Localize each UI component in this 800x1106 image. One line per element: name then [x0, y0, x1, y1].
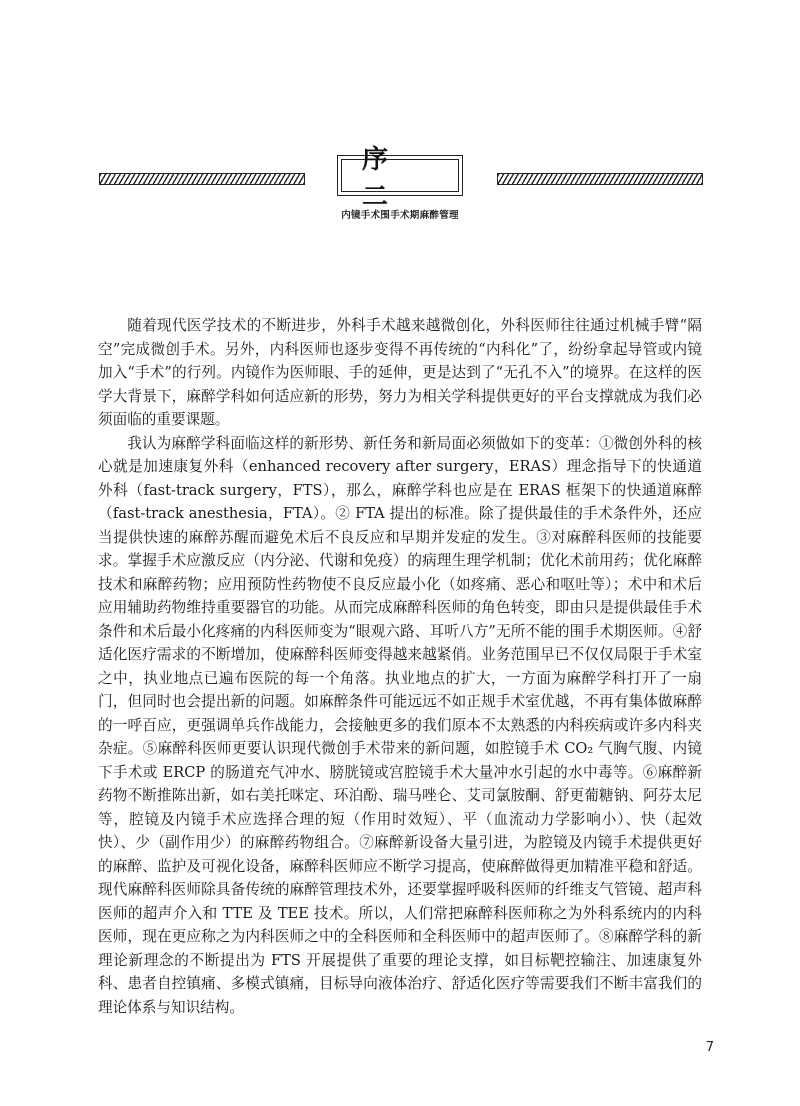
title-frame	[337, 144, 463, 212]
decorative-hatch-left	[99, 173, 305, 185]
page-number: 7	[705, 1040, 714, 1055]
body-text	[98, 314, 702, 1019]
page-title: 序 二	[341, 159, 459, 192]
book-subtitle: 内镜手术围手术期麻醉管理	[341, 210, 459, 221]
decorative-hatch-right	[497, 173, 703, 185]
paragraph: 随着现代医学技术的不断进步，外科手术越来越微创化，外科医师往往通过机械手臂“隔空”完成微创手术。另外，内科医师也逐步变得不再传统的“内科化”了，纷纷拿起导管或内镜加入“手术”的行列。内镜作为医师眼、手的延伸，更是达到了“无孔不入”的境界。在这样的医学大背景下，麻醉学科如何适应新的形势，努力为相关学科提供更好的平台支撑就成为我们必须面临的重要课题。	[98, 317, 702, 428]
paragraph: 我认为麻醉学科面临这样的新形势、新任务和新局面必须做如下的变革：①微创外科的核心就是加速康复外科（enhanced recovery after surgery，ERAS）理念指导下的快通道外科（fast-track surgery，FTS），那么，麻醉学科也应是在 ERAS 框架下的快通道麻醉（fast-track anesthesia，FTA）。② FTA 提出的标准。除了提供最佳的手术条件外，还应当提供快速的麻醉苏醒而避免术后不良反应和早期并发症的发生。③对麻醉科医师的技能要求。掌握手术应激反应（内分泌、代谢和免疫）的病理生理学机制；优化术前用药；优化麻醉技术和麻醉药物；应用预防性药物使不良反应最小化（如疼痛、恶心和呕吐等）；术中和术后应用辅助药物维持重要器官的功能。从而完成麻醉科医师的角色转变，即由只是提供最佳手术条件和术后最小化疼痛的内科医师变为“眼观六路、耳听八方”无所不能的围手术期医师。④舒适化医疗需求的不断增加，使麻醉科医师变得越来越紧俏。业务范围早已不仅仅局限于手术室之中，执业地点已遍布医院的每一个角落。执业地点的扩大，一方面为麻醉学科打开了一扇门，但同时也会提出新的问题。如麻醉条件可能远远不如正规手术室优越，不再有集体做麻醉的一呼百应，更强调单兵作战能力，会接触更多的我们原本不太熟悉的内科疾病或许多内科夹杂症。⑤麻醉科医师更要认识现代微创手术带来的新问题，如腔镜手术 CO₂ 气胸气腹、内镜下手术或 ERCP 的肠道充气冲水、膀胱镜或宫腔镜手术大量冲水引起的水中毒等。⑥麻醉新药物不断推陈出新，如右美托咪定、环泊酚、瑞马唑仑、艾司氯胺酮、舒更葡糖钠、阿芬太尼等，腔镜及内镜手术应选择合理的短（作用时效短）、平（血流动力学影响小）、快（起效快）、少（副作用少）的麻醉药物组合。⑦麻醉新设备大量引进，为腔镜及内镜手术提供更好的麻醉、监护及可视化设备，麻醉科医师应不断学习提高，使麻醉做得更加精准平稳和舒适。现代麻醉科医师除具备传统的麻醉管理技术外，还要掌握呼吸科医师的纤维支气管镜、超声科医师的超声介入和 TTE 及 TEE 技术。所以，人们常把麻醉科医师称之为外科系统内的内科医师，现在更应称之为内科医师之中的全科医师和全科医师中的超声医师了。⑧麻醉学科的新理论新理念的不断提出为 FTS 开展提供了重要的理论支撑，如目标靶控输注、加速康复外科、患者自控镇痛、多模式镇痛，目标导向液体治疗、舒适化医疗等需要我们不断丰富我们的理论体系与知识结构。	[98, 434, 702, 1016]
